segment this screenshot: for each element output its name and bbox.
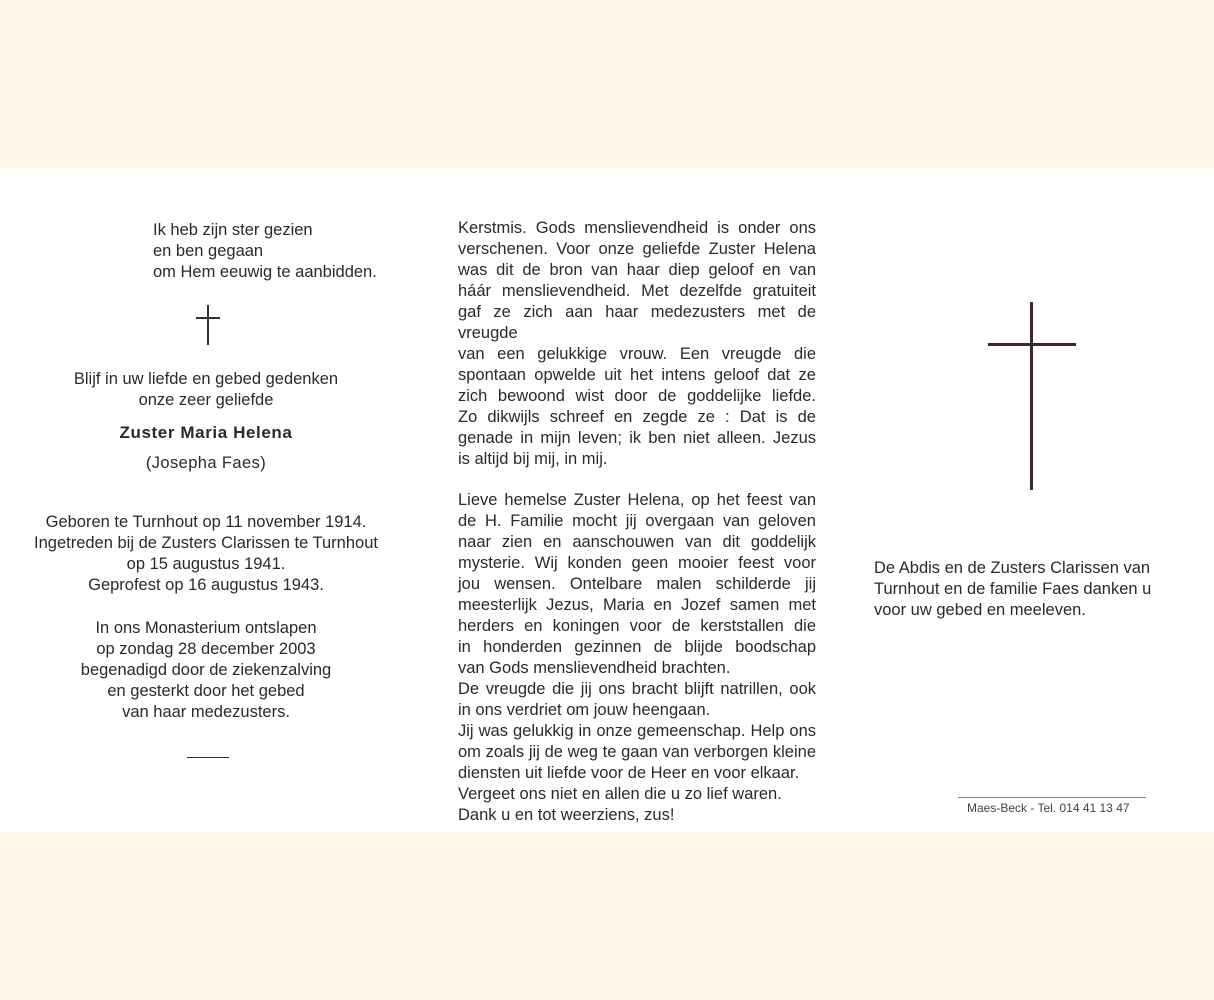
text-line: De vreugde die jij ons bracht blijft natrillen, ook — [458, 680, 816, 698]
paragraph-1 — [458, 218, 816, 470]
biography — [0, 512, 412, 596]
divider — [187, 757, 229, 758]
text-line: Lieve hemelse Zuster Helena, op het feest van — [458, 491, 816, 509]
thanks-line: De Abdis en de Zusters Clarissen van — [874, 559, 1151, 577]
text-line: háár menslievendheid. Met dezelfde gratuiteit — [458, 282, 816, 300]
text-line: in honderden gezinnen de blijde boodschap — [458, 638, 816, 656]
cross-icon — [196, 305, 220, 345]
poem-line: en ben gegaan — [153, 242, 264, 260]
text-line: mysterie. Wij konden geen mooier feest voor — [458, 554, 816, 572]
text-line: was dit de bron van haar diep geloof en van — [458, 261, 816, 279]
paragraph-3 — [458, 679, 816, 721]
left-column — [0, 220, 412, 758]
printer-credit: Maes-Beck - Tel. 014 41 13 47 — [967, 801, 1130, 815]
text-line: gaf ze zich aan haar medezusters met de vreugde — [458, 303, 816, 342]
text-line: Kerstmis. Gods menslievendheid is onder ons — [458, 219, 816, 237]
thanks-line: Turnhout en de familie Faes danken u — [874, 580, 1152, 598]
text-line: is altijd bij mij, in mij. — [458, 450, 608, 468]
text-line: om zoals jij de weg te gaan van verborgen kleine — [458, 743, 816, 761]
intro-line: Blijf in uw liefde en gebed gedenken — [73, 370, 339, 388]
text-line: Vergeet ons niet en allen die u zo lief waren. — [458, 785, 782, 803]
thanks-line: voor uw gebed en meeleven. — [874, 601, 1086, 619]
text-line: jou wensen. Ontelbare malen schilderde jij — [458, 575, 816, 593]
poem-verse — [153, 220, 412, 283]
text-line: genade in mijn leven; ik ben niet alleen. Jezus — [458, 429, 816, 447]
text-line: in ons verdriet om jouw heengaan. — [458, 701, 711, 719]
death-line: op zondag 28 december 2003 — [96, 640, 316, 658]
death-line: begenadigd door de ziekenzalving — [80, 661, 332, 679]
paragraph-4 — [458, 721, 816, 826]
biography-line: Ingetreden bij de Zusters Clarissen te Turnhout — [34, 534, 378, 552]
text-line: Zo dikwijls schreef en zegde ze : Dat is de — [458, 408, 816, 426]
text-line: herders en koningen voor de kerststallen die — [458, 617, 816, 635]
thanks-text — [874, 558, 1186, 621]
text-line: de H. Familie mocht jij overgaan van geloven — [458, 512, 816, 530]
middle-column — [458, 218, 816, 826]
text-line: naar zien en aanschouwen van dit goddelijk — [458, 533, 816, 551]
poem-line: om Hem eeuwig te aanbidden. — [153, 263, 377, 281]
death-line: In ons Monasterium ontslapen — [95, 619, 317, 637]
biography-line: Geprofest op 16 augustus 1943. — [88, 576, 324, 594]
paragraph-2 — [458, 490, 816, 679]
text-line: van Gods menslievendheid brachten. — [458, 659, 731, 677]
text-line: Jij was gelukkig in onze gemeenschap. Help ons — [458, 722, 816, 740]
memorial-card — [0, 168, 1214, 832]
death-line: van haar medezusters. — [122, 703, 290, 721]
text-line: verschenen. Voor onze geliefde Zuster Helena — [458, 240, 816, 258]
divider — [958, 797, 1146, 798]
civil-name: (Josepha Faes) — [145, 454, 267, 472]
intro-text — [0, 369, 412, 411]
text-line: Dank u en tot weerziens, zus! — [458, 806, 675, 824]
biography-line: Geboren te Turnhout op 11 november 1914. — [45, 513, 367, 531]
text-line: van een gelukkige vrouw. Een vreugde die — [458, 345, 816, 363]
deceased-name: Zuster Maria Helena — [119, 423, 293, 442]
biography-line: op 15 augustus 1941. — [126, 555, 286, 573]
text-line: diensten uit liefde voor de Heer en voor elkaar. — [458, 764, 800, 782]
cross-icon — [988, 302, 1076, 490]
poem-line: Ik heb zijn ster gezien — [153, 221, 313, 239]
text-line: spontaan opwelde uit het intens geloof dat ze — [458, 366, 816, 384]
death-notice — [0, 618, 412, 723]
intro-line: onze zeer geliefde — [138, 391, 274, 409]
text-line: meesterlijk Jezus, Maria en Jozef samen met — [458, 596, 816, 614]
text-line: zich bewoond wist door de goddelijke liefde. — [458, 387, 816, 405]
death-line: en gesterkt door het gebed — [107, 682, 305, 700]
